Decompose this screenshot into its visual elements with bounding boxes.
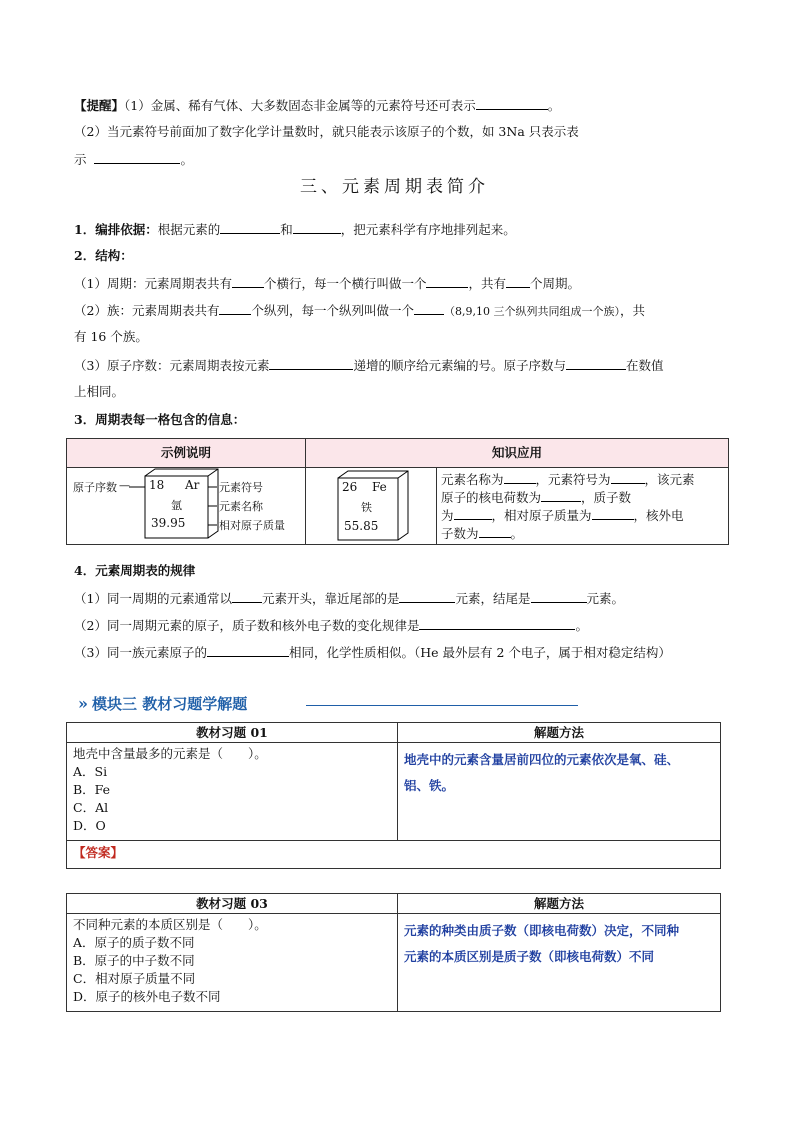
answer-blank[interactable]	[479, 524, 511, 538]
fe-example-cell	[306, 468, 437, 545]
ar-name: 氩	[171, 499, 182, 512]
method-line-1: 地壳中的元素含量居前四位的元素依次是氧、硅、	[404, 752, 680, 767]
option-a[interactable]: A．Si	[73, 764, 108, 779]
answer-blank[interactable]	[269, 356, 353, 370]
answer-blank[interactable]	[232, 589, 262, 603]
exercise-01-header: 教材习题 01	[67, 723, 398, 743]
ar-symbol: Ar	[185, 478, 200, 492]
para-2-2: （2）族：元素周期表共有 个纵列，每一个纵列叫做一个 （8,9,10 三个纵列共同组成一个族），共	[74, 303, 645, 318]
answer-blank[interactable]	[426, 274, 468, 288]
answer-blank[interactable]	[541, 488, 581, 502]
double-chevron-icon: »	[78, 694, 88, 713]
answer-blank[interactable]	[94, 150, 180, 164]
option-c[interactable]: C．Al	[73, 800, 109, 815]
answer-blank[interactable]	[220, 220, 280, 234]
para-4-label: 4．元素周期表的规律	[74, 563, 196, 578]
para-3-label: 3．周期表每一格包含的信息：	[74, 412, 246, 427]
exercise-03-question: 不同种元素的本质区别是（ ）。	[73, 917, 267, 932]
exercise-01-question: 地壳中含量最多的元素是（ ）。	[73, 746, 267, 761]
name-label: 元素名称	[219, 500, 263, 513]
fe-name: 铁	[361, 501, 372, 514]
reminder-tag: 【提醒】	[74, 98, 125, 113]
para-4-1: （1）同一周期的元素通常以 元素开头，靠近尾部的是 元素，结尾是 元素。	[74, 591, 625, 606]
answer-blank[interactable]	[414, 301, 444, 315]
option-d[interactable]: D．O	[73, 818, 106, 833]
para-4-3: （3）同一族元素原子的 相同，化学性质相似。（He 最外层有 2 个电子，属于相对稳定结构）	[74, 645, 671, 660]
answer-blank[interactable]	[293, 220, 341, 234]
exercise-03-table	[66, 893, 721, 1012]
para-2-2-cont: 有 16 个族。	[74, 329, 148, 344]
mass-label: 相对原子质量	[219, 519, 285, 532]
answer-blank[interactable]	[207, 643, 289, 657]
para-1: 1．编排依据：根据元素的 和 ，把元素科学有序地排列起来。	[74, 222, 516, 237]
exercise-01-method-cell	[398, 743, 721, 841]
answer-blank[interactable]	[531, 589, 587, 603]
answer-blank[interactable]	[476, 96, 548, 110]
module-header	[78, 693, 247, 714]
answer-blank[interactable]	[611, 470, 645, 484]
info-table-header-left: 示例说明	[67, 439, 306, 468]
exercise-01-table	[66, 722, 721, 869]
knowledge-application-cell: 元素名称为 ，元素符号为 ，该元素 原子的核电荷数为 ，质子数 为 ，相对原子质量为 ，核外电 子数为 。	[437, 468, 729, 545]
reminder-line-2: （2）当元素符号前面加了数字化学计量数时，就只能表示该原子的个数，如 3Na 只表示表	[74, 124, 579, 139]
ar-number: 18	[149, 478, 165, 492]
answer-blank[interactable]	[399, 589, 455, 603]
module-divider	[306, 705, 578, 706]
fe-number: 26	[342, 480, 358, 494]
answer-blank[interactable]	[219, 301, 251, 315]
reminder-line-1: 【提醒】（1）金属、稀有气体、大多数固态非金属等的元素符号还可表示 。	[74, 98, 561, 113]
atomic-number-label: 原子序数	[73, 481, 117, 494]
info-table-header-right: 知识应用	[306, 439, 729, 468]
answer-blank[interactable]	[566, 356, 626, 370]
exercise-03-question-cell	[67, 914, 398, 1012]
section-title: 三、元素周期表简介	[300, 177, 489, 197]
fe-symbol: Fe	[372, 480, 387, 494]
info-table	[66, 438, 729, 545]
answer-row[interactable]	[67, 841, 721, 869]
fe-mass: 55.85	[344, 519, 379, 533]
answer-blank[interactable]	[454, 506, 492, 520]
answer-blank[interactable]	[506, 274, 530, 288]
answer-blank[interactable]	[504, 470, 536, 484]
para-2-1: （1）周期：元素周期表共有 个横行，每一个横行叫做一个 ，共有 个周期。	[74, 276, 581, 291]
ar-mass: 39.95	[151, 516, 186, 530]
method-line-2: 铝、铁。	[404, 778, 455, 793]
para-2-label: 2．结构：	[74, 248, 133, 263]
method-line-1: 元素的种类由质子数（即核电荷数）决定，不同种	[404, 923, 680, 938]
answer-blank[interactable]	[232, 274, 264, 288]
reminder-line-3: 示 。	[74, 152, 193, 167]
module-title: 模块三 教材习题学解题	[91, 695, 248, 713]
option-a[interactable]: A．原子的质子数不同	[73, 935, 195, 950]
exercise-03-header: 教材习题 03	[67, 894, 398, 914]
exercise-01-question-cell	[67, 743, 398, 841]
exercise-01-method-header: 解题方法	[398, 723, 721, 743]
answer-label: 【答案】	[73, 845, 124, 860]
method-line-2: 元素的本质区别是质子数（即核电荷数）不同	[404, 949, 655, 964]
symbol-label: 元素符号	[219, 481, 263, 494]
para-2-3: （3）原子序数：元素周期表按元素 递增的顺序给元素编的号。原子序数与 在数值	[74, 358, 664, 373]
option-d[interactable]: D．原子的核外电子数不同	[73, 989, 221, 1004]
answer-blank[interactable]	[419, 616, 575, 630]
para-2-3-cont: 上相同。	[74, 384, 125, 399]
option-b[interactable]: B．原子的中子数不同	[73, 953, 195, 968]
para-4-2: （2）同一周期元素的原子，质子数和核外电子数的变化规律是 。	[74, 618, 588, 633]
option-b[interactable]: B．Fe	[73, 782, 111, 797]
answer-blank[interactable]	[592, 506, 634, 520]
exercise-03-method-header: 解题方法	[398, 894, 721, 914]
option-c[interactable]: C．相对原子质量不同	[73, 971, 196, 986]
exercise-03-method-cell	[398, 914, 721, 1012]
ar-example-cell: 原子序数 — 18 Ar 氩 39.95 元素符号 元素名称 相对原子质量	[67, 468, 306, 545]
